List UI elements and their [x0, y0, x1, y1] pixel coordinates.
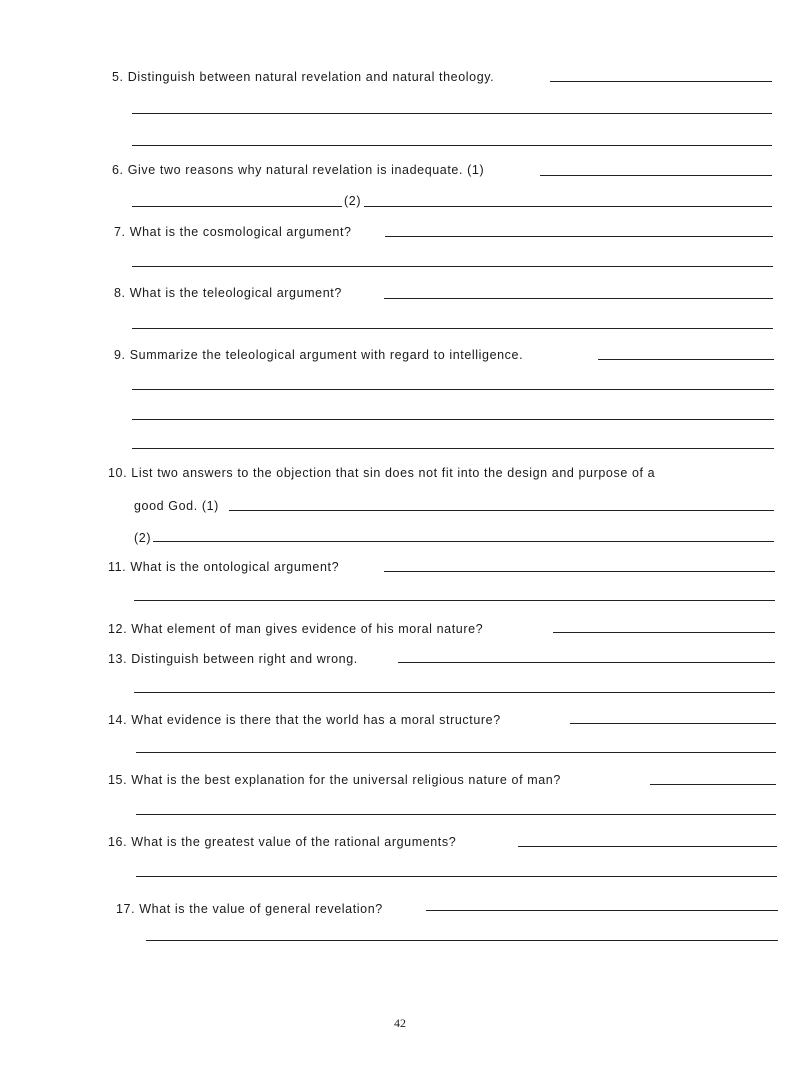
question-text: Summarize the teleological argument with regard to intelligence.: [129, 348, 524, 362]
answer-line[interactable]: [650, 784, 776, 785]
question-14: [108, 713, 501, 727]
question-text: Distinguish between right and wrong.: [131, 652, 358, 666]
answer-line[interactable]: [518, 846, 777, 847]
answer-line[interactable]: [550, 81, 772, 82]
question-10: [108, 466, 655, 480]
question-7: [114, 225, 352, 239]
answer-line[interactable]: [540, 175, 772, 176]
question-text: Distinguish between natural revelation and natural theology.: [127, 70, 495, 84]
answer-line[interactable]: [136, 814, 776, 815]
answer-line[interactable]: [598, 359, 774, 360]
question-number: 9.: [114, 348, 126, 362]
question-5: [112, 70, 494, 84]
answer-line[interactable]: [134, 692, 775, 693]
question-9: [114, 348, 523, 362]
answer-line[interactable]: [426, 910, 778, 911]
question-text: What evidence is there that the world has a moral structure?: [131, 713, 501, 727]
question-17: [116, 902, 383, 916]
answer-line[interactable]: [132, 145, 772, 146]
question-text: What is the greatest value of the rational arguments?: [131, 835, 457, 849]
question-12: [108, 622, 483, 636]
question-number: 13.: [108, 652, 128, 666]
answer-line[interactable]: [132, 206, 342, 207]
answer-line[interactable]: [385, 236, 773, 237]
question-number: 12.: [108, 622, 128, 636]
question-number: 6.: [112, 163, 124, 177]
question-8: [114, 286, 342, 300]
question-text: What is the teleological argument?: [129, 286, 342, 300]
answer-part-label: (2): [344, 194, 362, 208]
answer-line[interactable]: [132, 419, 774, 420]
question-number: 17.: [116, 902, 136, 916]
answer-line[interactable]: [364, 206, 772, 207]
answer-line[interactable]: [153, 541, 774, 542]
answer-line[interactable]: [384, 298, 773, 299]
question-text: What is the best explanation for the universal religious nature of man?: [131, 773, 561, 787]
answer-line[interactable]: [570, 723, 776, 724]
answer-line[interactable]: [398, 662, 775, 663]
answer-line[interactable]: [146, 940, 778, 941]
answer-part-label: (2): [134, 531, 152, 545]
answer-line[interactable]: [132, 448, 774, 449]
answer-line[interactable]: [229, 510, 774, 511]
question-number: 7.: [114, 225, 126, 239]
question-text: Give two reasons why natural revelation is inadequate. (1): [127, 163, 485, 177]
question-13: [108, 652, 358, 666]
answer-line[interactable]: [134, 600, 775, 601]
question-11: [108, 560, 339, 574]
question-text: What is the value of general revelation?: [139, 902, 383, 916]
question-text: List two answers to the objection that sin does not fit into the design and purpose of a: [131, 466, 656, 480]
question-16: [108, 835, 456, 849]
question-number: 8.: [114, 286, 126, 300]
question-15: [108, 773, 561, 787]
page-number: 42: [394, 1016, 406, 1030]
question-number: 16.: [108, 835, 128, 849]
answer-line[interactable]: [132, 266, 773, 267]
answer-line[interactable]: [553, 632, 775, 633]
question-10-continuation: good God. (1): [134, 499, 219, 513]
question-6: [112, 163, 484, 177]
answer-line[interactable]: [132, 328, 773, 329]
question-number: 15.: [108, 773, 128, 787]
question-number: 14.: [108, 713, 128, 727]
answer-line[interactable]: [136, 752, 776, 753]
question-number: 5.: [112, 70, 124, 84]
answer-line[interactable]: [136, 876, 777, 877]
answer-line[interactable]: [132, 113, 772, 114]
question-text: What is the ontological argument?: [130, 560, 340, 574]
question-text: What is the cosmological argument?: [129, 225, 352, 239]
answer-line[interactable]: [384, 571, 775, 572]
answer-line[interactable]: [132, 389, 774, 390]
question-number: 10.: [108, 466, 128, 480]
question-text: What element of man gives evidence of his moral nature?: [131, 622, 484, 636]
question-number: 11.: [108, 560, 127, 574]
